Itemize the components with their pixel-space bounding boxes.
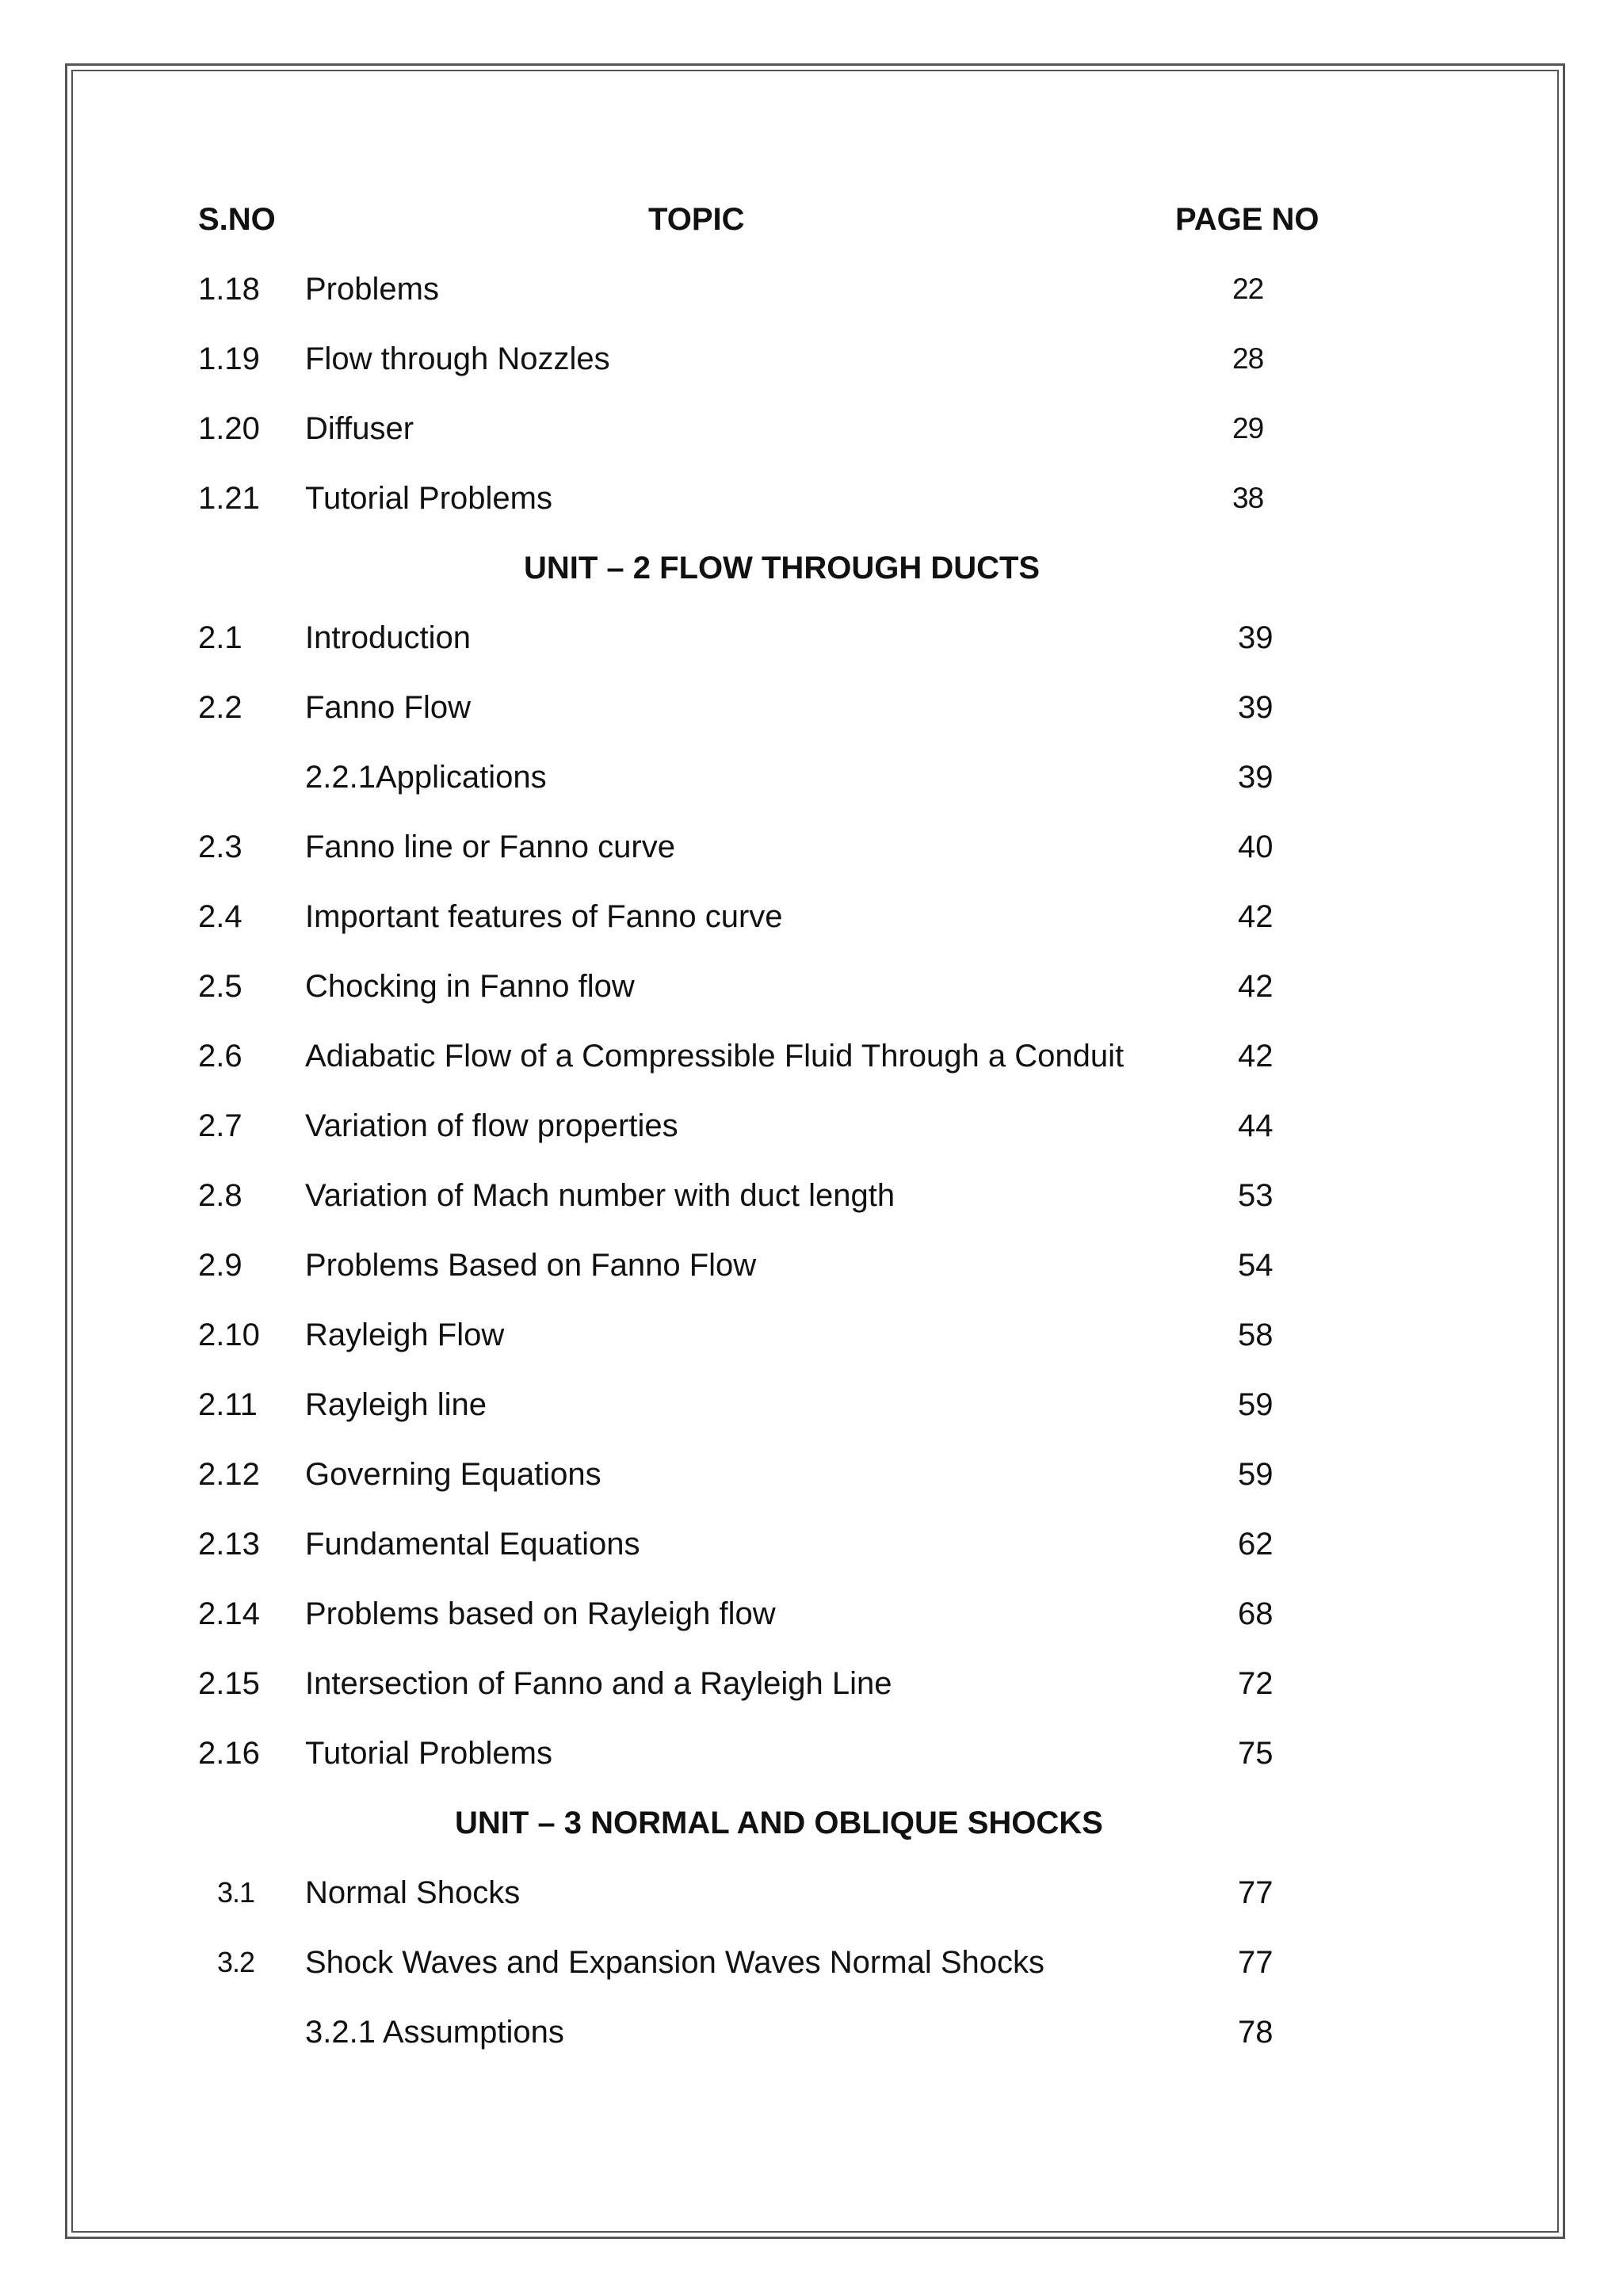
row-page: 77 <box>1238 1875 1274 1910</box>
row-page: 38 <box>1232 482 1264 514</box>
row-sno: 2.7 <box>198 1108 242 1143</box>
row-topic: Fanno line or Fanno curve <box>305 830 675 864</box>
row-sno: 2.2 <box>198 690 242 725</box>
row-topic: Normal Shocks <box>305 1875 521 1910</box>
unit-2-title-text: UNIT – 2 FLOW THROUGH DUCTS <box>524 551 1041 585</box>
row-sno: 2.10 <box>198 1318 260 1352</box>
row-sno: 3.2 <box>217 1946 255 1978</box>
row-page: 28 <box>1232 342 1264 375</box>
row-page: 39 <box>1238 620 1274 655</box>
toc-row <box>0 2008 1623 2056</box>
row-topic: 3.2.1 Assumptions <box>305 2015 564 2050</box>
row-sno: 1.18 <box>198 272 260 307</box>
row-sno: 2.14 <box>198 1596 260 1631</box>
row-topic: Fundamental Equations <box>305 1527 640 1562</box>
row-topic: Problems Based on Fanno Flow <box>305 1248 757 1283</box>
row-topic: Adiabatic Flow of a Compressible Fluid Through a Conduit <box>305 1039 1125 1074</box>
header-sno: S.NO <box>198 202 276 237</box>
toc-row <box>0 1241 1623 1289</box>
toc-row <box>0 475 1623 522</box>
toc-row <box>0 1032 1623 1080</box>
row-topic: Problems based on Rayleigh flow <box>305 1596 776 1631</box>
toc-header <box>0 196 1623 243</box>
row-sno: 2.13 <box>198 1527 260 1562</box>
row-sno: 2.15 <box>198 1666 260 1701</box>
toc-row <box>0 335 1623 383</box>
row-page: 62 <box>1238 1527 1274 1562</box>
toc-row <box>0 753 1623 801</box>
row-topic: Tutorial Problems <box>305 1736 552 1771</box>
row-page: 68 <box>1238 1596 1274 1631</box>
row-sno: 3.1 <box>217 1876 255 1909</box>
row-page: 59 <box>1238 1457 1274 1492</box>
toc-row <box>0 684 1623 731</box>
row-page: 29 <box>1232 412 1264 444</box>
toc-row <box>0 1730 1623 1777</box>
row-page: 39 <box>1238 760 1274 795</box>
row-page: 42 <box>1238 899 1274 934</box>
row-page: 44 <box>1238 1108 1274 1143</box>
row-sno: 2.3 <box>198 830 242 864</box>
row-sno: 2.6 <box>198 1039 242 1074</box>
row-page: 42 <box>1238 969 1274 1004</box>
row-page: 22 <box>1232 273 1264 305</box>
row-topic: Intersection of Fanno and a Rayleigh Line <box>305 1666 892 1701</box>
row-topic: Variation of flow properties <box>305 1108 678 1143</box>
row-topic: Diffuser <box>305 411 414 446</box>
toc-row <box>0 405 1623 452</box>
row-sno: 1.21 <box>198 481 260 516</box>
row-topic: 2.2.1Applications <box>305 760 547 795</box>
toc-row <box>0 1520 1623 1568</box>
header-topic: TOPIC <box>648 202 745 237</box>
toc-row <box>0 893 1623 940</box>
toc-row <box>0 614 1623 662</box>
unit-2-title <box>0 544 1623 592</box>
row-topic: Shock Waves and Expansion Waves Normal Shocks <box>305 1945 1044 1980</box>
row-topic: Variation of Mach number with duct length <box>305 1178 896 1213</box>
row-sno: 2.16 <box>198 1736 260 1771</box>
row-topic: Rayleigh Flow <box>305 1318 505 1352</box>
row-page: 58 <box>1238 1318 1274 1352</box>
row-sno: 2.8 <box>198 1178 242 1213</box>
row-sno: 2.12 <box>198 1457 260 1492</box>
toc-row <box>0 265 1623 313</box>
row-page: 75 <box>1238 1736 1274 1771</box>
toc-row <box>0 1311 1623 1359</box>
unit-3-title <box>0 1799 1623 1847</box>
toc-row <box>0 1939 1623 1986</box>
unit-3-title-text: UNIT – 3 NORMAL AND OBLIQUE SHOCKS <box>455 1806 1103 1840</box>
row-sno: 1.20 <box>198 411 260 446</box>
row-topic: Problems <box>305 272 439 307</box>
toc-row <box>0 1102 1623 1150</box>
row-page: 42 <box>1238 1039 1274 1074</box>
row-topic: Governing Equations <box>305 1457 601 1492</box>
toc-row <box>0 1451 1623 1498</box>
toc-row <box>0 1172 1623 1219</box>
toc-row <box>0 1660 1623 1707</box>
row-page: 77 <box>1238 1945 1274 1980</box>
row-topic: Chocking in Fanno flow <box>305 969 635 1004</box>
row-sno: 2.11 <box>198 1387 258 1422</box>
row-topic: Rayleigh line <box>305 1387 487 1422</box>
toc-row <box>0 963 1623 1010</box>
row-topic: Tutorial Problems <box>305 481 552 516</box>
header-page: PAGE NO <box>1175 202 1319 237</box>
row-sno: 2.5 <box>198 969 242 1004</box>
row-sno: 1.19 <box>198 341 260 376</box>
row-page: 72 <box>1238 1666 1274 1701</box>
row-sno: 2.1 <box>198 620 242 655</box>
row-topic: Important features of Fanno curve <box>305 899 783 934</box>
row-topic: Flow through Nozzles <box>305 341 610 376</box>
toc-row <box>0 823 1623 871</box>
toc-row <box>0 1869 1623 1917</box>
row-page: 39 <box>1238 690 1274 725</box>
toc-row <box>0 1590 1623 1638</box>
row-page: 54 <box>1238 1248 1274 1283</box>
row-page: 59 <box>1238 1387 1274 1422</box>
row-page: 78 <box>1238 2015 1274 2050</box>
row-topic: Fanno Flow <box>305 690 471 725</box>
row-page: 40 <box>1238 830 1274 864</box>
row-page: 53 <box>1238 1178 1274 1213</box>
row-sno: 2.9 <box>198 1248 242 1283</box>
toc-row <box>0 1381 1623 1428</box>
row-topic: Introduction <box>305 620 472 655</box>
row-sno: 2.4 <box>198 899 242 934</box>
